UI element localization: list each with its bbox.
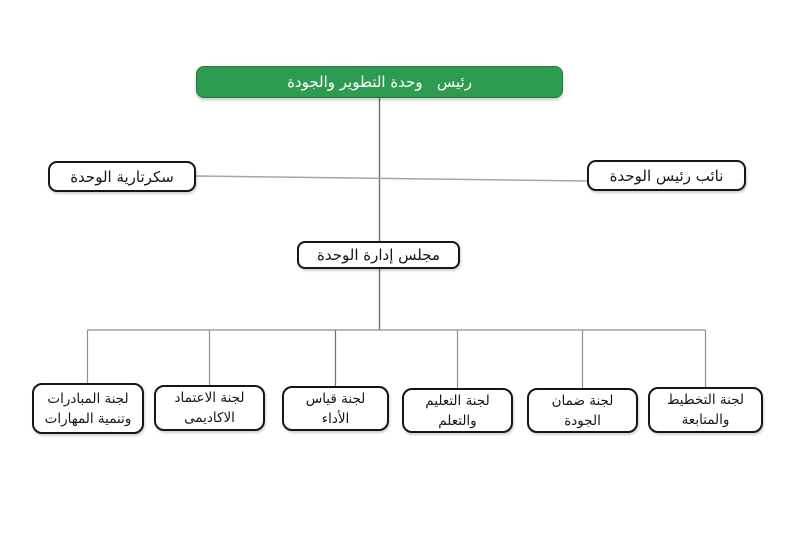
committee-label-line1: لجنة المبادرات [47,390,129,407]
committee-label-line2: الاكاديمى [184,410,235,426]
committee-label-line1: لجنة قياس [305,390,366,407]
committee-initiatives-skills [32,383,144,434]
committee-label-line2: والتعلم [438,412,477,429]
committee-label-line1: لجنة التعليم [425,392,490,409]
node-unit-head-label: رئيس وحدة التطوير والجودة [287,73,472,91]
committee-quality-assurance [527,388,638,433]
committee-label-line2: الجودة [564,412,601,429]
node-unit-secretariat-label: سكرتارية الوحدة [70,167,174,186]
committee-label-line2: الأداء [321,410,350,427]
node-deputy-head-label: نائب رئيس الوحدة [609,166,724,185]
committee-label-line2: والمتابعة [681,412,730,428]
node-unit-head [196,66,563,98]
committee-label-line2: وتنمية المهارات [44,410,132,427]
node-deputy-head [587,160,746,191]
committee-teaching-learning [402,388,513,433]
committee-label-line1: لجنة الاعتماد [174,390,245,406]
committee-label-line1: لجنة ضمان [551,392,614,409]
committee-academic-accreditation [154,385,265,431]
node-unit-secretariat [48,161,196,192]
node-unit-board-label: مجلس إدارة الوحدة [317,246,440,264]
node-unit-board [297,241,460,269]
committee-label-line1: لجنة التخطيط [666,392,745,408]
committee-planning-followup [648,387,763,433]
committee-performance-measurement [282,386,389,431]
